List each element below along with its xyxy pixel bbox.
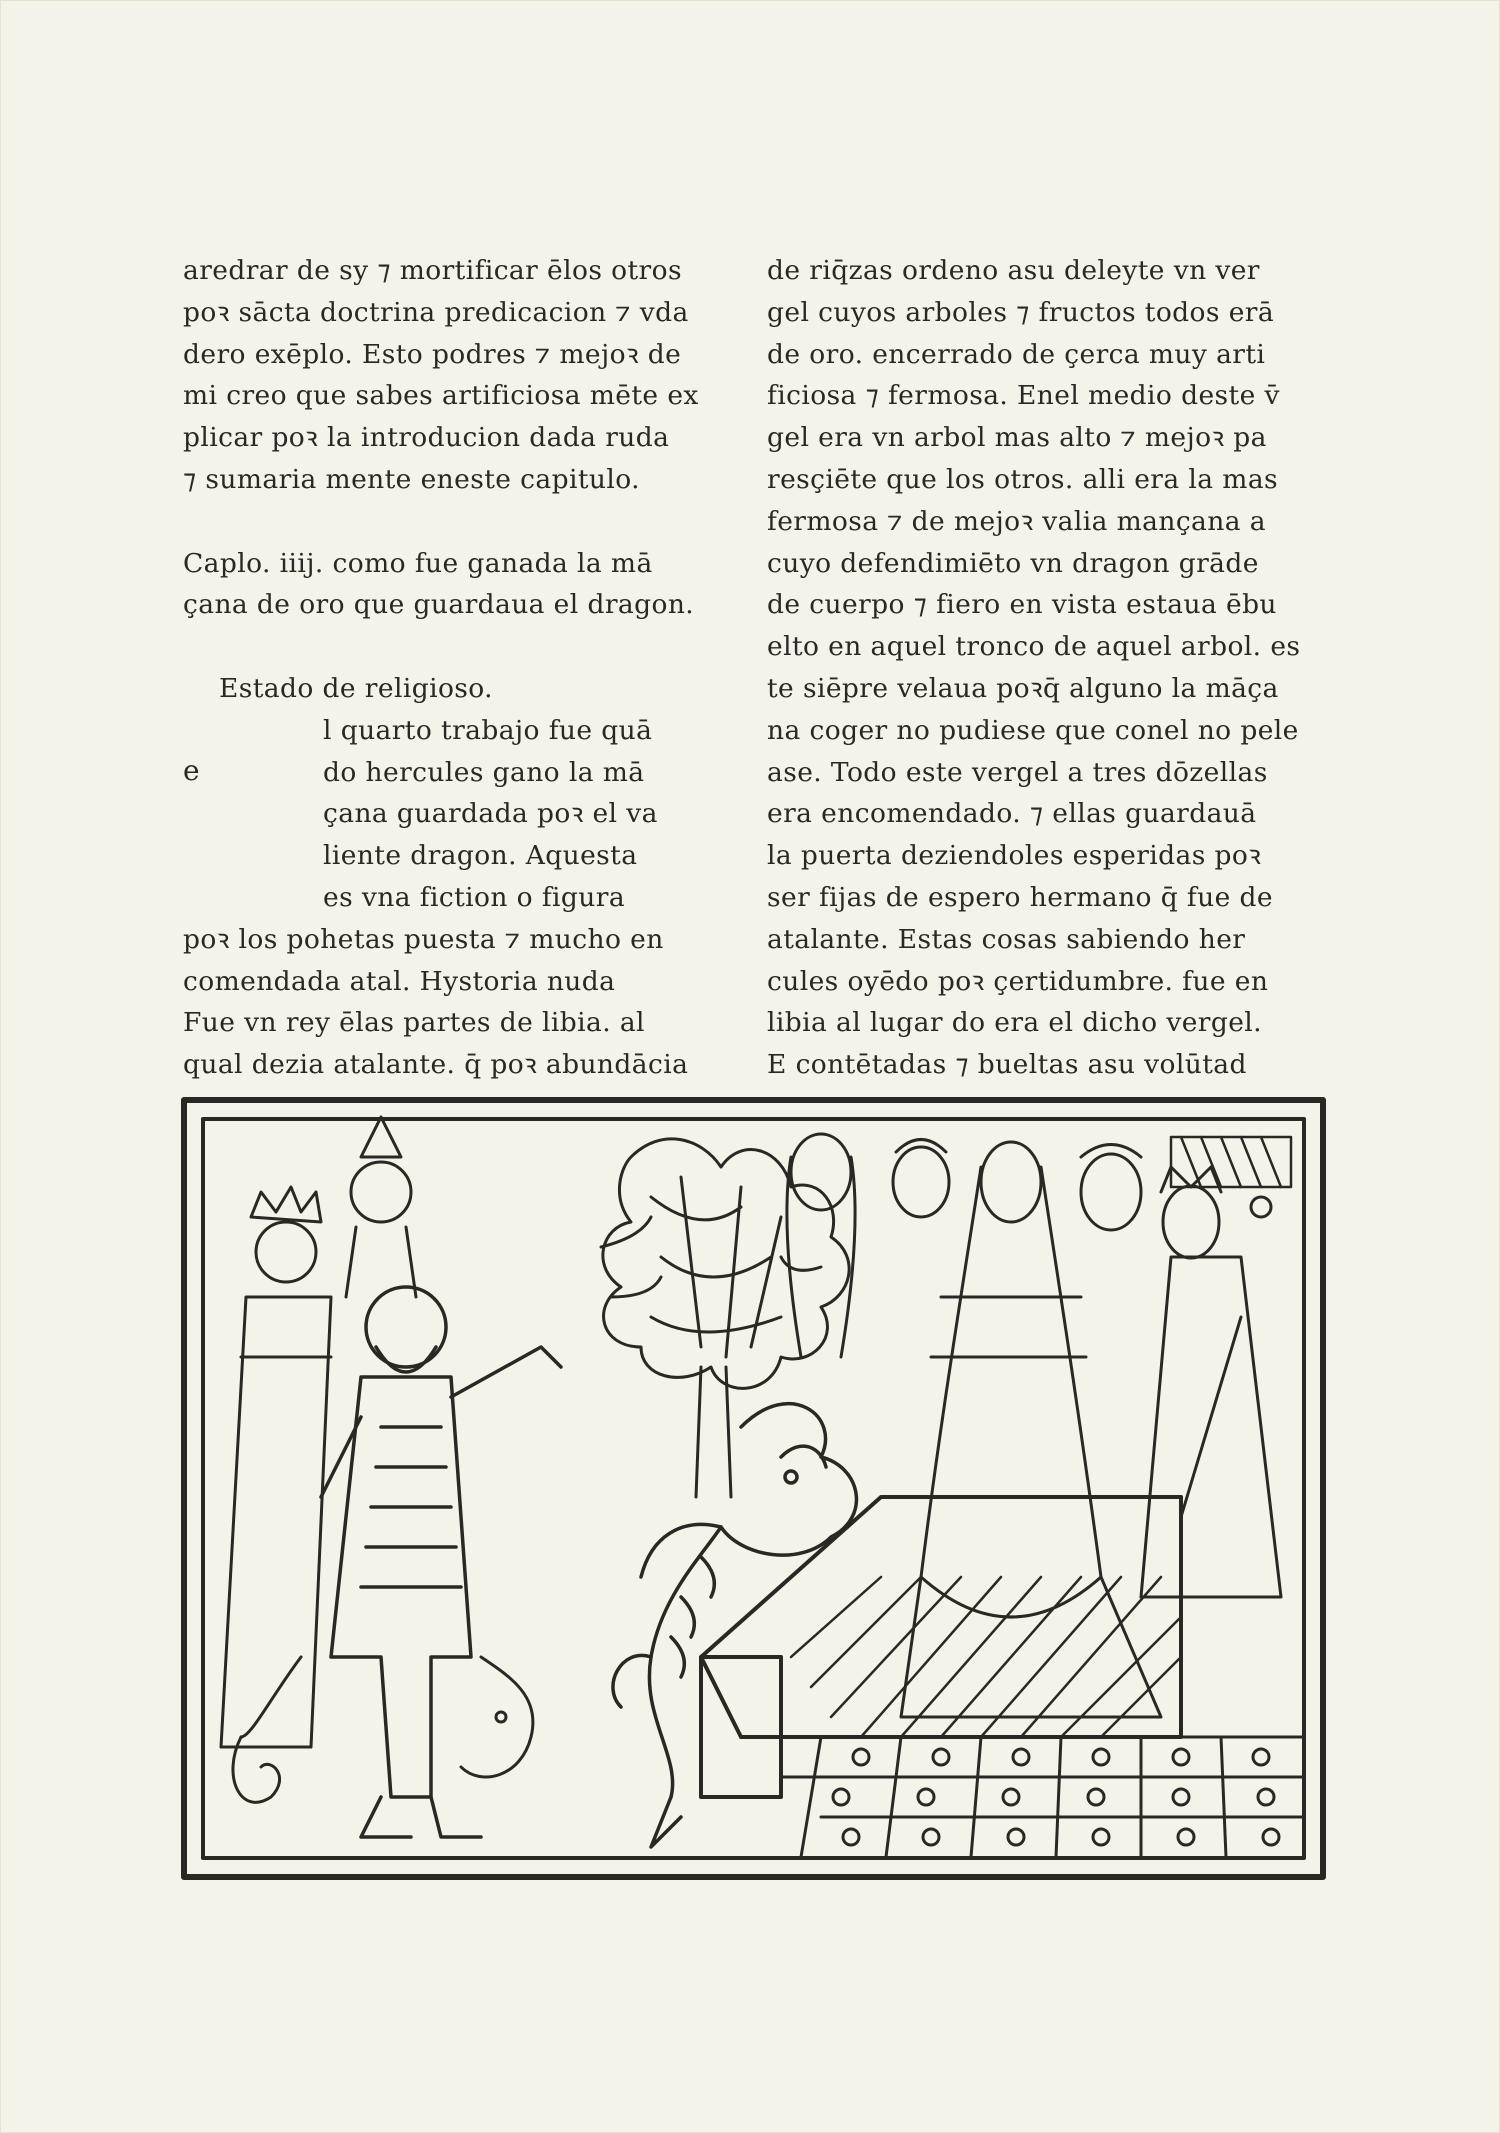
text-line: fermosa ⁊ de mejoꝛ valia mançana a — [767, 505, 1266, 537]
text-line: na coger no pudiese que conel no pele — [767, 714, 1299, 746]
woodcut-drawing — [181, 1097, 1326, 1880]
text-line: comendada atal. Hystoria nuda — [183, 965, 616, 997]
text-line: te siēpre velaua poꝛq̄ alguno la māça — [767, 672, 1279, 704]
left-text-column — [183, 250, 703, 1086]
text-line: resçiēte que los otros. alli era la mas — [767, 463, 1279, 495]
king-figure — [221, 1187, 331, 1747]
spacer — [183, 626, 703, 668]
text-line: era encomendado. ⁊ ellas guardauā — [767, 798, 1257, 830]
text-line: cules oyēdo poꝛ çertidumbre. fue en — [767, 965, 1269, 997]
text-line: poꝛ los pohetas puesta ⁊ mucho en — [183, 923, 664, 955]
canopy — [1171, 1137, 1291, 1187]
indented-line: es vna fiction o figura — [323, 881, 626, 913]
indented-line: l quarto trabajo fue quā — [323, 714, 653, 746]
woodcut-illustration — [181, 1097, 1326, 1880]
chapter-heading-line: çana de oro que guardaua el dragon. — [183, 589, 695, 621]
chapter-heading-line: Caplo. iiij. como fue ganada la mā — [183, 547, 653, 579]
text-line: Fue vn rey ēlas partes de libia. al — [183, 1007, 645, 1039]
text-line: dero exēplo. Esto podres ⁊ mejoꝛ de — [183, 338, 682, 370]
indented-line: liente dragon. Aquesta — [323, 840, 638, 872]
text-line: mi creo que sabes artificiosa mēte ex — [183, 380, 699, 412]
text-line: plicar poꝛ la introducion dada ruda — [183, 422, 670, 454]
text-line: atalante. Estas cosas sabiendo her — [767, 923, 1246, 955]
text-line: elto en aquel tronco de aquel arbol. es — [767, 631, 1301, 663]
text-line: de oro. encerrado de çerca muy arti — [767, 338, 1266, 370]
text-line: ser fijas de espero hermano q̄ fue de — [767, 881, 1273, 913]
text-line: aredrar de sy ⁊ mortificar ēlos otros — [183, 255, 682, 286]
text-line: de cuerpo ⁊ fiero en vista estaua ēbu — [767, 589, 1277, 621]
text-line: gel era vn arbol mas alto ⁊ mejoꝛ pa — [767, 422, 1267, 454]
text-line: ⁊ sumaria mente eneste capitulo. — [183, 463, 640, 495]
tiled-floor — [741, 1737, 1303, 1857]
text-line: qual dezia atalante. q̄ poꝛ abundācia — [183, 1049, 689, 1081]
spacer — [183, 501, 703, 543]
text-line: libia al lugar do era el dicho vergel. — [767, 1007, 1262, 1039]
text-line: de riq̄zas ordeno asu deleyte vn ver — [767, 255, 1260, 286]
wall-hatching — [791, 1577, 1181, 1737]
right-text-column — [767, 250, 1301, 1086]
text-line: la puerta deziendoles esperidas poꝛ — [767, 840, 1262, 872]
text-line: gel cuyos arboles ⁊ fructos todos erā — [767, 296, 1275, 328]
initial-letter: e — [183, 754, 200, 787]
text-line: ase. Todo este vergel a tres dōzellas — [767, 756, 1268, 788]
woodcut-outer-frame — [184, 1100, 1323, 1877]
woodcut-inner-frame — [203, 1119, 1304, 1858]
text-line: E contētadas ⁊ bueltas asu volūtad — [767, 1049, 1247, 1081]
text-line: ficiosa ⁊ fermosa. Enel medio deste v̄ — [767, 380, 1280, 412]
apple-tree — [601, 1139, 849, 1497]
bishop-figure — [346, 1117, 416, 1297]
indented-line: çana guardada poꝛ el va — [323, 798, 658, 830]
text-line: cuyo defendimiēto vn dragon grāde — [767, 547, 1259, 579]
section-heading: Estado de religioso. — [219, 672, 494, 704]
text-line: poꝛ sācta doctrina predicacion ⁊ vda — [183, 296, 689, 328]
indented-line: do hercules gano la mā — [323, 756, 645, 788]
